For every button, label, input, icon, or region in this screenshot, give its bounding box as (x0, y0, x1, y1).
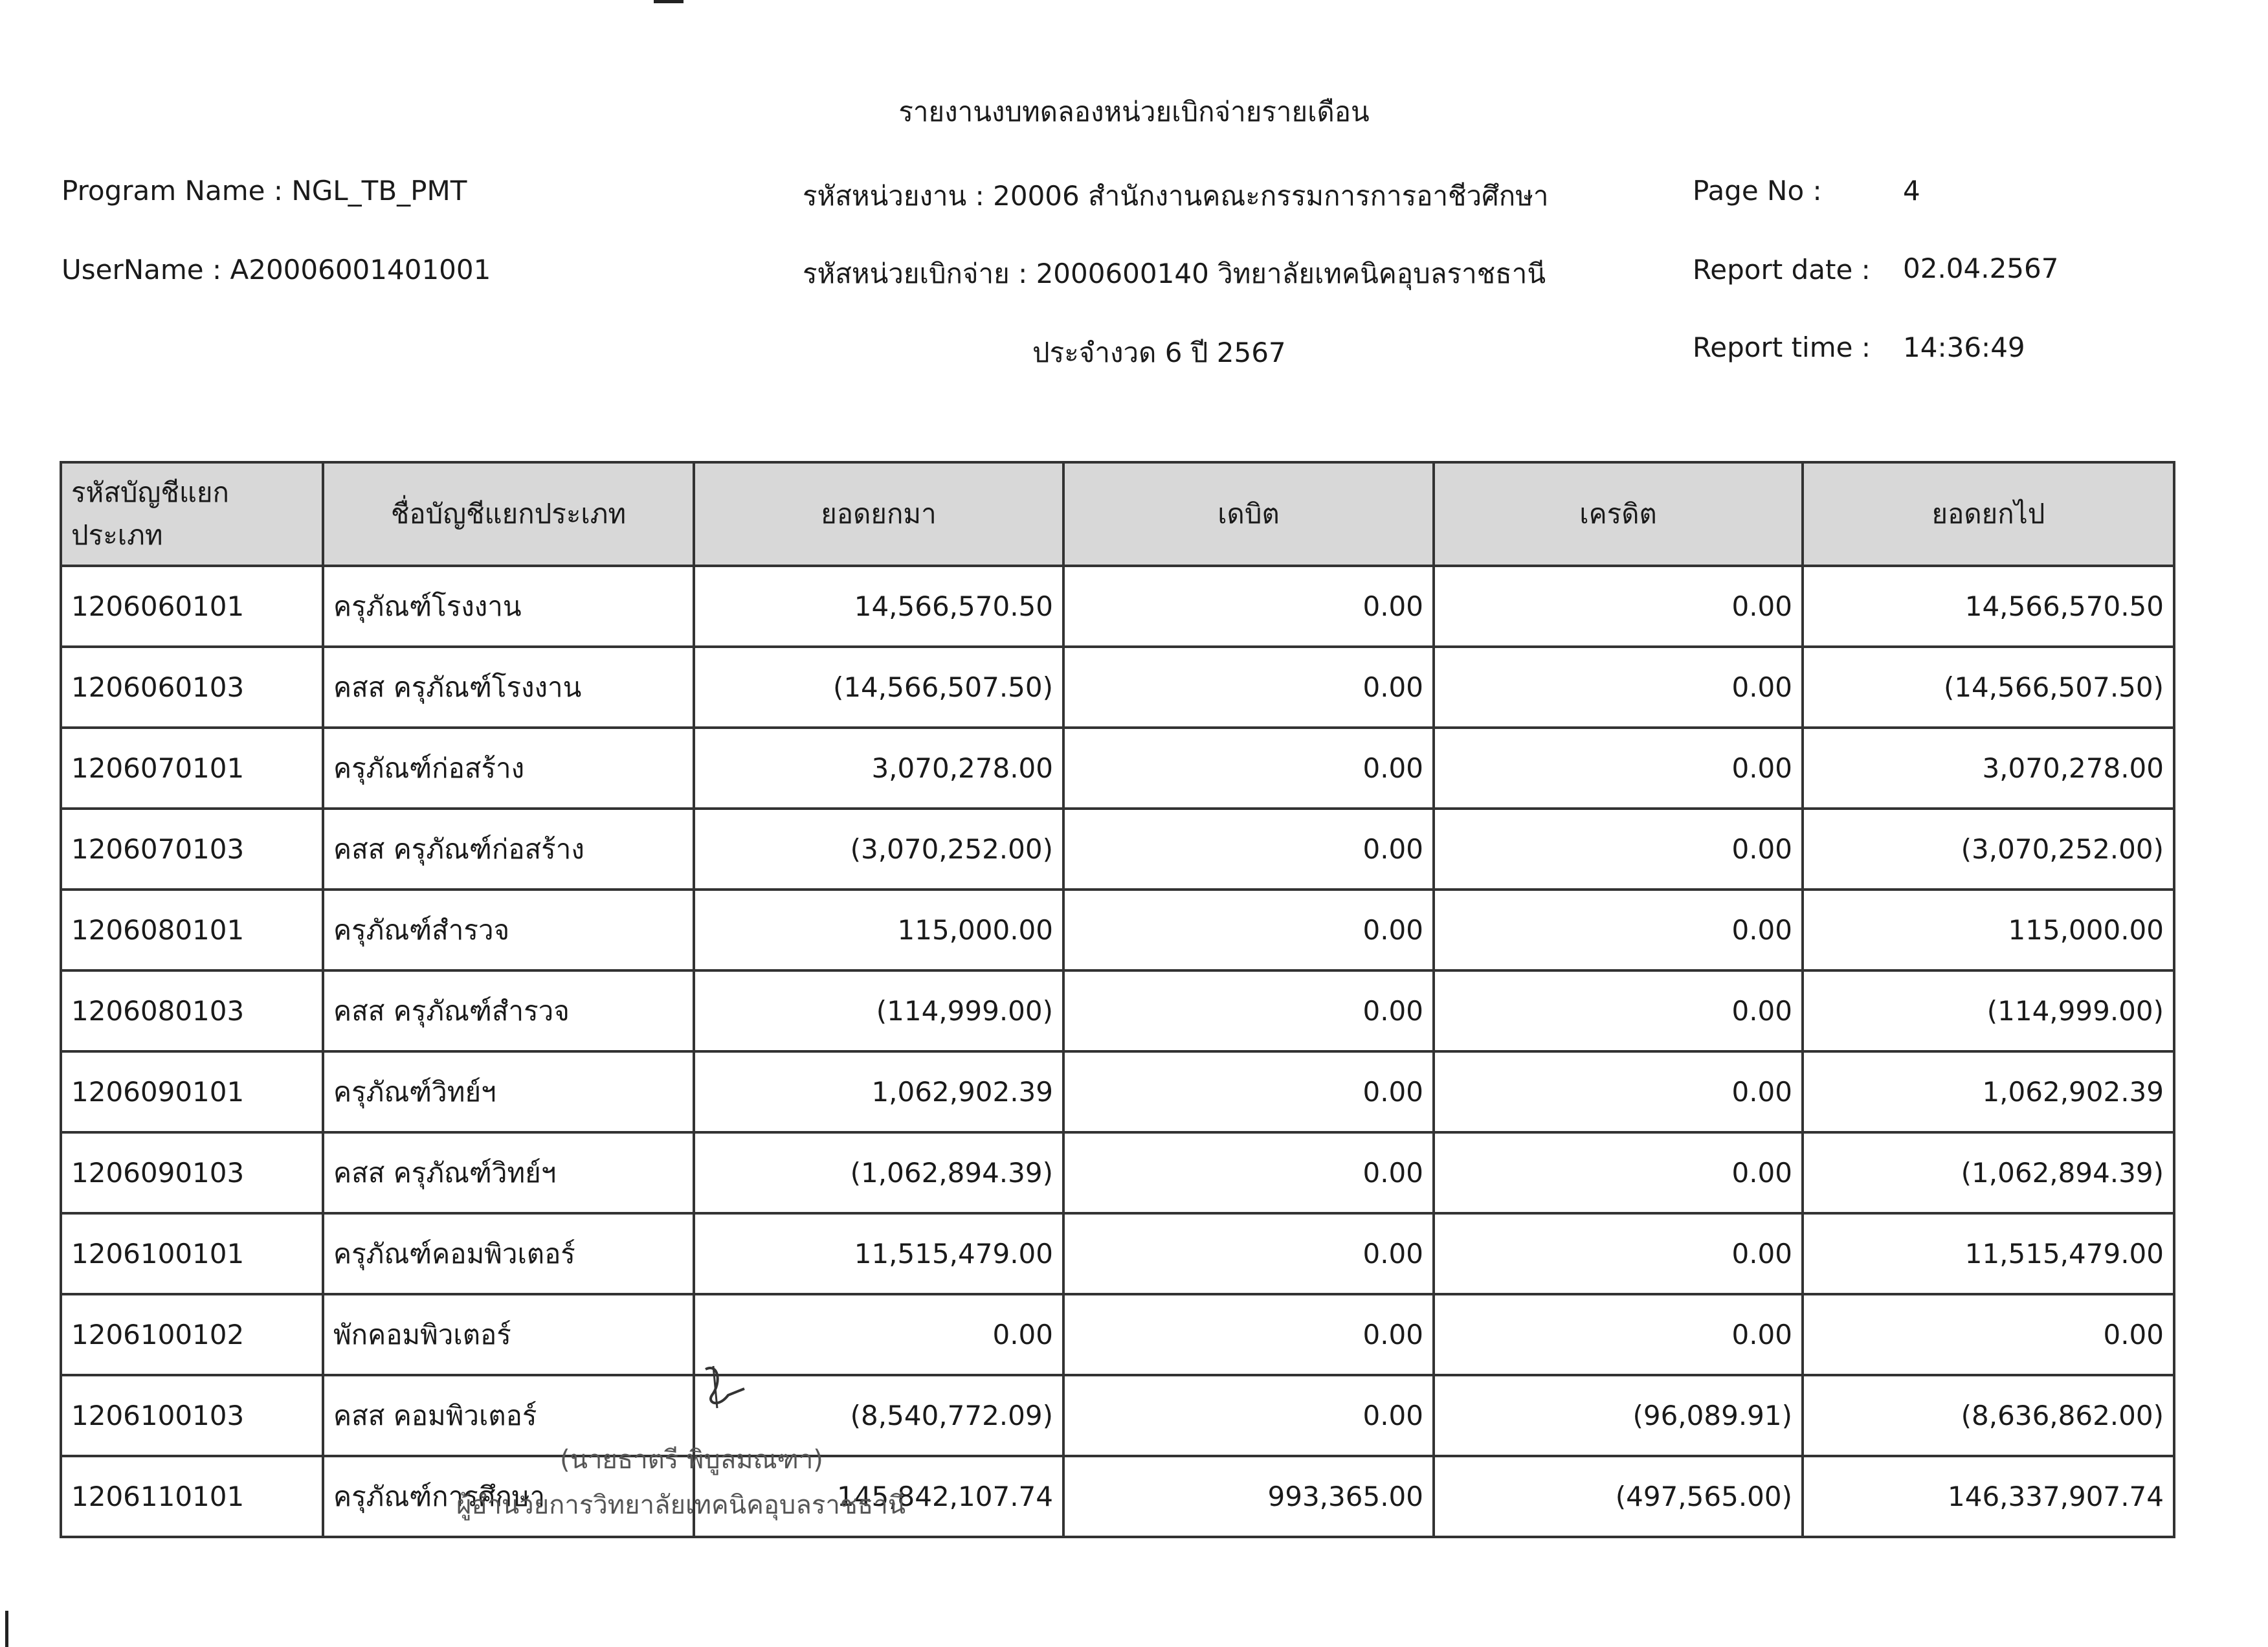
report-time-label: Report time : (1693, 331, 1871, 363)
scan-artifact (654, 0, 684, 3)
cell-opening-balance: (1,062,894.39) (694, 1132, 1063, 1213)
table-row (61, 890, 2174, 970)
cell-debit: 0.00 (1063, 647, 1434, 728)
cell-debit: 0.00 (1063, 728, 1434, 809)
cell-account-name: ครุภัณฑ์ก่อสร้าง (323, 728, 694, 809)
cell-closing-balance: 11,515,479.00 (1803, 1213, 2174, 1294)
cell-account-name: คสส ครุภัณฑ์โรงงาน (323, 647, 694, 728)
header-closing-balance: ยอดยกไป (1803, 462, 2174, 566)
table-row (61, 970, 2174, 1051)
report-date-label: Report date : (1693, 254, 1871, 286)
cell-account-name: พักคอมพิวเตอร์ (323, 1294, 694, 1375)
cell-closing-balance: (114,999.00) (1803, 970, 2174, 1051)
cell-credit: (96,089.91) (1434, 1375, 1803, 1456)
cell-account-code: 1206080103 (61, 970, 323, 1051)
cell-account-name: ครุภัณฑ์สำรวจ (323, 890, 694, 970)
page-no-label: Page No : (1693, 175, 1822, 207)
cell-debit: 0.00 (1063, 809, 1434, 890)
cell-account-code: 1206100102 (61, 1294, 323, 1375)
header-opening-balance: ยอดยกมา (694, 462, 1063, 566)
cell-closing-balance: (1,062,894.39) (1803, 1132, 2174, 1213)
cell-account-code: 1206070101 (61, 728, 323, 809)
cell-account-name: คสส คอมพิวเตอร์ (323, 1375, 694, 1456)
handwritten-signature (699, 1356, 751, 1415)
cell-credit: 0.00 (1434, 728, 1803, 809)
cell-account-name: ครุภัณฑ์การศึกษา (323, 1456, 694, 1537)
cell-credit: 0.00 (1434, 890, 1803, 970)
trial-balance-table (60, 461, 2175, 1538)
cell-closing-balance: (3,070,252.00) (1803, 809, 2174, 890)
table-row (61, 1051, 2174, 1132)
table-row (61, 647, 2174, 728)
table-row (61, 566, 2174, 647)
cell-credit: 0.00 (1434, 1051, 1803, 1132)
signature-position: ผู้อำนวยการวิทยาลัยเทคนิคอุบลราชธานี (456, 1490, 906, 1520)
cell-opening-balance: 1,062,902.39 (694, 1051, 1063, 1132)
cell-account-name: ครุภัณฑ์วิทย์ฯ (323, 1051, 694, 1132)
cell-debit: 0.00 (1063, 1375, 1434, 1456)
cell-account-code: 1206100103 (61, 1375, 323, 1456)
program-name-label: Program Name : NGL_TB_PMT (61, 175, 467, 207)
cell-credit: 0.00 (1434, 647, 1803, 728)
cell-account-name: คสส ครุภัณฑ์วิทย์ฯ (323, 1132, 694, 1213)
table-row (61, 1294, 2174, 1375)
cell-closing-balance: 0.00 (1803, 1294, 2174, 1375)
cell-credit: 0.00 (1434, 1132, 1803, 1213)
cell-opening-balance: 0.00 (694, 1294, 1063, 1375)
cell-credit: 0.00 (1434, 566, 1803, 647)
cell-closing-balance: (14,566,507.50) (1803, 647, 2174, 728)
cell-account-code: 1206080101 (61, 890, 323, 970)
header-account-code: รหัสบัญชีแยกประเภท (61, 462, 323, 566)
cell-opening-balance: (114,999.00) (694, 970, 1063, 1051)
cell-credit: 0.00 (1434, 1213, 1803, 1294)
table-header-row (61, 462, 2174, 566)
cell-account-code: 1206060103 (61, 647, 323, 728)
cell-opening-balance: 115,000.00 (694, 890, 1063, 970)
cell-opening-balance: 11,515,479.00 (694, 1213, 1063, 1294)
cell-account-code: 1206090101 (61, 1051, 323, 1132)
table-row (61, 1375, 2174, 1456)
cell-closing-balance: 146,337,907.74 (1803, 1456, 2174, 1537)
cell-opening-balance: (8,540,772.09) (694, 1375, 1063, 1456)
cell-closing-balance: 1,062,902.39 (1803, 1051, 2174, 1132)
cell-opening-balance: (3,070,252.00) (694, 809, 1063, 890)
cell-account-code: 1206060101 (61, 566, 323, 647)
report-period: ประจำงวด 6 ปี 2567 (1032, 337, 1286, 368)
scan-artifact-left (5, 1611, 8, 1647)
username-label: UserName : A20006001401001 (61, 254, 491, 286)
header-account-name: ชื่อบัญชีแยกประเภท (323, 462, 694, 566)
cell-credit: (497,565.00) (1434, 1456, 1803, 1537)
cell-debit: 0.00 (1063, 1294, 1434, 1375)
table-row (61, 809, 2174, 890)
cell-debit: 0.00 (1063, 566, 1434, 647)
cell-account-code: 1206070103 (61, 809, 323, 890)
cell-account-name: ครุภัณฑ์คอมพิวเตอร์ (323, 1213, 694, 1294)
cell-opening-balance: 145,842,107.74 (694, 1456, 1063, 1537)
cell-credit: 0.00 (1434, 1294, 1803, 1375)
cell-closing-balance: (8,636,862.00) (1803, 1375, 2174, 1456)
report-date-value: 02.04.2567 (1903, 252, 2059, 284)
cell-closing-balance: 115,000.00 (1803, 890, 2174, 970)
cell-account-name: คสส ครุภัณฑ์ก่อสร้าง (323, 809, 694, 890)
disbursement-unit-code: รหัสหน่วยเบิกจ่าย : 2000600140 วิทยาลัยเทคนิคอุบลราชธานี (803, 258, 1546, 289)
cell-account-name: ครุภัณฑ์โรงงาน (323, 566, 694, 647)
cell-account-code: 1206110101 (61, 1456, 323, 1537)
table-row (61, 1132, 2174, 1213)
table-row (61, 1456, 2174, 1537)
table-row (61, 728, 2174, 809)
cell-opening-balance: 14,566,570.50 (694, 566, 1063, 647)
table-row (61, 1213, 2174, 1294)
cell-debit: 0.00 (1063, 970, 1434, 1051)
cell-credit: 0.00 (1434, 809, 1803, 890)
cell-opening-balance: (14,566,507.50) (694, 647, 1063, 728)
cell-debit: 0.00 (1063, 890, 1434, 970)
cell-debit: 993,365.00 (1063, 1456, 1434, 1537)
signature-name: (นายธาตรี พิบูลมณฑา) (560, 1445, 823, 1475)
page-no-value: 4 (1903, 175, 1920, 207)
agency-code: รหัสหน่วยงาน : 20006 สำนักงานคณะกรรมการการอาชีวศึกษา (803, 180, 1549, 212)
cell-account-name: คสส ครุภัณฑ์สำรวจ (323, 970, 694, 1051)
cell-credit: 0.00 (1434, 970, 1803, 1051)
cell-opening-balance: 3,070,278.00 (694, 728, 1063, 809)
header-debit: เดบิต (1063, 462, 1434, 566)
cell-account-code: 1206100101 (61, 1213, 323, 1294)
report-title: รายงานงบทดลองหน่วยเบิกจ่ายรายเดือน (898, 96, 1370, 128)
cell-debit: 0.00 (1063, 1132, 1434, 1213)
cell-closing-balance: 14,566,570.50 (1803, 566, 2174, 647)
report-time-value: 14:36:49 (1903, 331, 2025, 363)
cell-account-code: 1206090103 (61, 1132, 323, 1213)
cell-closing-balance: 3,070,278.00 (1803, 728, 2174, 809)
cell-debit: 0.00 (1063, 1051, 1434, 1132)
header-credit: เครดิต (1434, 462, 1803, 566)
cell-debit: 0.00 (1063, 1213, 1434, 1294)
